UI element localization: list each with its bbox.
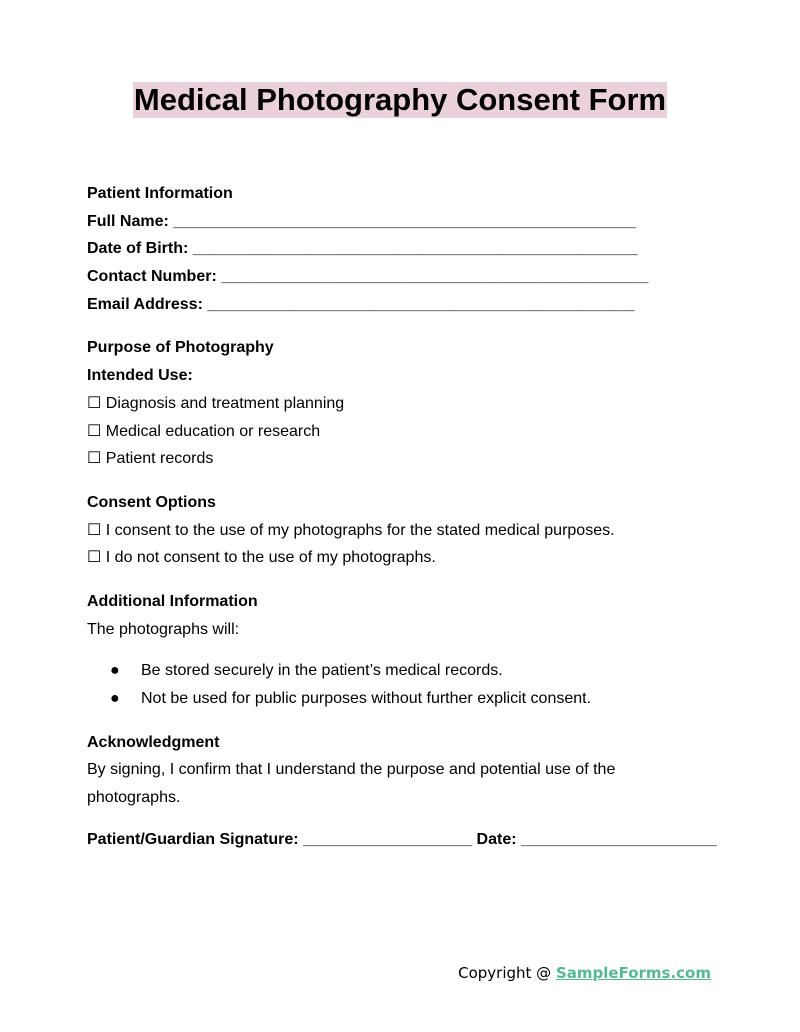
list-item xyxy=(110,657,727,685)
section-heading-consent: Consent Options xyxy=(87,493,216,511)
copyright-text: Copyright @ xyxy=(458,964,556,982)
intended-use-label: Intended Use: xyxy=(87,367,193,385)
bullet-text: Not be used for public purposes without further explicit consent. xyxy=(141,690,592,707)
acknowledgment-text: By signing, I confirm that I understand the purpose and potential use of the photographs. xyxy=(87,761,616,807)
date-of-birth-field[interactable]: Date of Birth: __________________________________________________ xyxy=(87,240,638,258)
checkbox-diagnosis[interactable]: ☐ Diagnosis and treatment planning xyxy=(87,394,345,412)
title-wrapper xyxy=(0,82,800,118)
contact-number-field[interactable]: Contact Number: ________________________________________________ xyxy=(87,268,649,286)
bullet-icon: ● xyxy=(110,662,120,680)
spacer xyxy=(87,713,727,729)
form-content xyxy=(87,180,727,854)
bullet-text: Be stored securely in the patient’s medical records. xyxy=(141,662,503,680)
footer-copyright xyxy=(458,962,711,984)
page-title: Medical Photography Consent Form xyxy=(133,82,667,117)
spacer xyxy=(87,473,727,489)
list-item xyxy=(110,685,727,713)
full-name-field[interactable]: Full Name: ____________________________________________________ xyxy=(87,212,636,230)
additional-intro: The photographs will: xyxy=(87,620,240,638)
checkbox-consent-yes[interactable]: ☐ I consent to the use of my photographs for the stated medical purposes. xyxy=(87,521,615,539)
spacer xyxy=(87,572,727,588)
checkbox-consent-no[interactable]: ☐ I do not consent to the use of my photographs. xyxy=(87,549,436,567)
section-heading-additional: Additional Information xyxy=(87,592,258,610)
section-heading-purpose: Purpose of Photography xyxy=(87,339,274,357)
bullet-icon: ● xyxy=(110,690,120,707)
section-heading-patient-information: Patient Information xyxy=(87,185,233,202)
spacer xyxy=(87,318,727,334)
additional-bullet-list xyxy=(87,657,727,712)
sampleforms-link[interactable]: SampleForms.com xyxy=(555,964,711,982)
email-address-field[interactable]: Email Address: ________________________________________________ xyxy=(87,295,635,313)
checkbox-patient-records[interactable]: ☐ Patient records xyxy=(87,450,214,468)
checkbox-education-research[interactable]: ☐ Medical education or research xyxy=(87,422,321,440)
section-heading-acknowledgment: Acknowledgment xyxy=(87,733,220,751)
spacer xyxy=(87,812,727,826)
signature-date-field[interactable]: Patient/Guardian Signature: ___________________ Date: ______________________ xyxy=(87,831,717,849)
